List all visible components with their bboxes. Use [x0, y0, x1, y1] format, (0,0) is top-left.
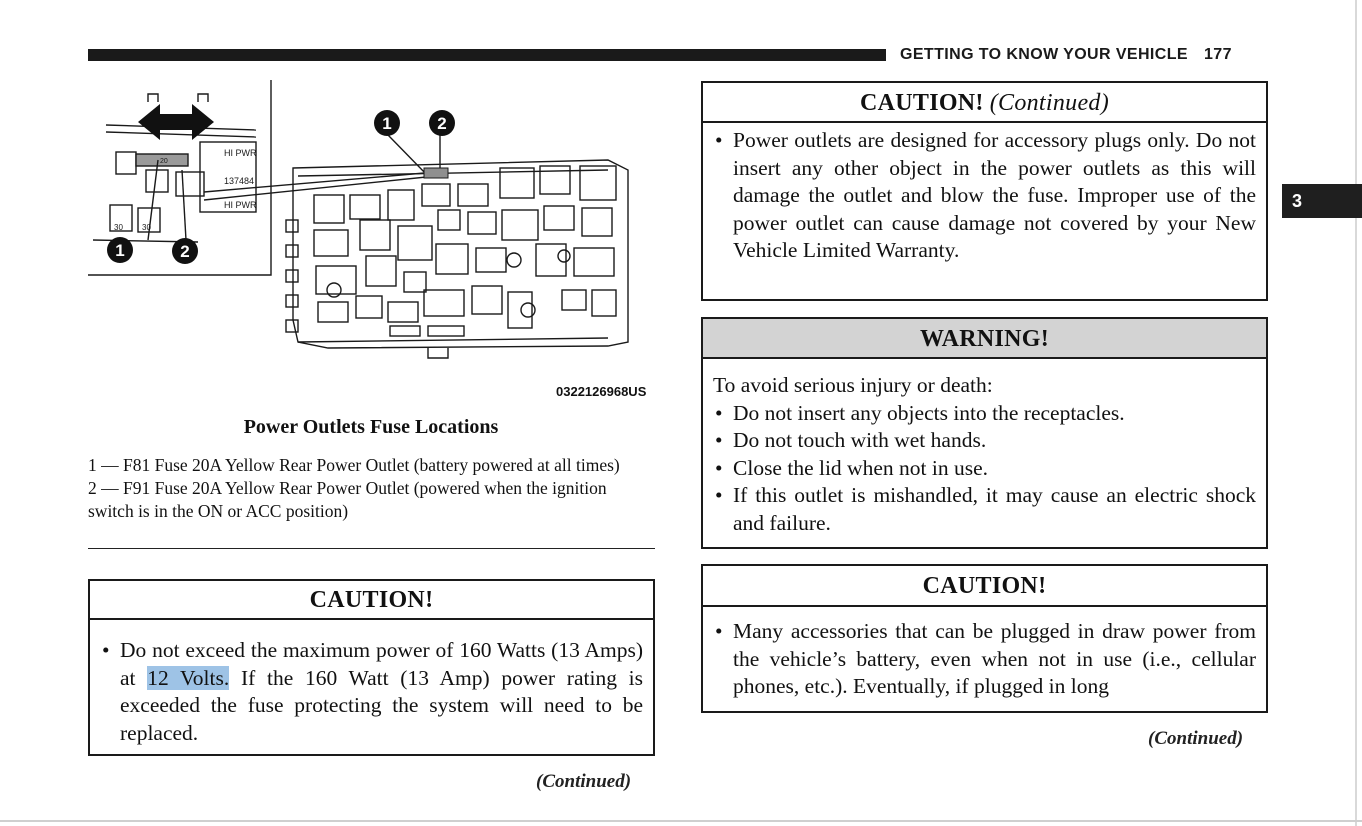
- inset-label-hi-pwr-2: HI PWR: [224, 200, 257, 210]
- caution-box-left: [88, 579, 655, 756]
- header-bar: [88, 49, 886, 61]
- page-bottom-edge: [0, 820, 1362, 822]
- figure-legend: [88, 454, 654, 523]
- inset-label-30b: 30: [142, 223, 151, 232]
- fuse-box-illustration: [88, 80, 656, 410]
- running-header: [900, 46, 1232, 64]
- caution-continued-box: [701, 81, 1268, 301]
- inset-label-20: 20: [160, 158, 168, 165]
- warning-item: • Close the lid when not in use.: [713, 455, 1256, 483]
- warning-item: • If this outlet is mishandled, it may cause an electric shock and failure.: [713, 482, 1256, 537]
- page-edge: [1355, 0, 1357, 826]
- figure-code: 0322126968US: [556, 384, 647, 399]
- legend-item-2: 2 — F91 Fuse 20A Yellow Rear Power Outlet (powered when the ignition switch is in the ON or ACC position): [88, 478, 607, 521]
- continued-left: (Continued): [536, 771, 632, 792]
- caution-heading-right: CAUTION!: [703, 566, 1266, 607]
- caution-continued-heading: [703, 83, 1266, 123]
- warning-heading: WARNING!: [703, 319, 1266, 359]
- chapter-tab[interactable]: 3: [1282, 184, 1362, 218]
- caution-heading-left: CAUTION!: [90, 581, 653, 620]
- caution-list-right: [703, 607, 1266, 701]
- callout-2-inset: 2: [180, 242, 190, 261]
- legend-item-1: 1 — F81 Fuse 20A Yellow Rear Power Outlet (battery powered at all times): [88, 455, 620, 475]
- legend-rule: [88, 548, 655, 549]
- inset-label-number: 137484: [224, 176, 255, 186]
- caution-continued-suffix: (Continued): [989, 90, 1110, 116]
- caution-text-after: If the 160 Watt (13 Amp) power rating is exceeded the fuse protecting the system will need to be replaced.: [120, 665, 643, 745]
- caution-text-before: Do not exceed the maximum power of 160 Watts (13 Amps) at: [120, 638, 643, 690]
- warning-list: [713, 400, 1256, 538]
- header-title: GETTING TO KNOW YOUR VEHICLE: [900, 46, 1188, 63]
- warning-body: [703, 359, 1266, 537]
- caution-item-right: • Many accessories that can be plugged in draw power from the vehicle’s battery, even when not in use (i.e., cellular phones, etc.). Eventually, if plugged in long: [713, 618, 1256, 701]
- callout-1-inset: 1: [115, 241, 125, 260]
- continued-right: (Continued): [1148, 728, 1244, 749]
- inset-label-hi-pwr-1: HI PWR: [224, 148, 257, 158]
- caution-continued-list: [703, 123, 1266, 265]
- fuse-location-figure: [88, 80, 656, 410]
- warning-item: • Do not insert any objects into the receptacles.: [713, 400, 1256, 428]
- caution-continued-title: CAUTION!: [859, 90, 984, 116]
- warning-item: • Do not touch with wet hands.: [713, 427, 1256, 455]
- inset-label-30a: 30: [114, 223, 123, 232]
- caution-list-left: [90, 620, 653, 747]
- highlighted-text[interactable]: 12 Volts.: [147, 665, 230, 690]
- caution-item-left: [100, 637, 643, 747]
- callout-2-main: 2: [437, 114, 447, 133]
- caution-box-right: [701, 564, 1268, 713]
- callout-1-main: 1: [382, 114, 392, 133]
- figure-caption: Power Outlets Fuse Locations: [243, 416, 499, 438]
- warning-intro: To avoid serious injury or death:: [713, 373, 993, 397]
- page-number: 177: [1203, 46, 1232, 63]
- warning-box: [701, 317, 1268, 549]
- caution-continued-item: • Power outlets are designed for accessory plugs only. Do not insert any other object in the power outlets as this will damage the outlet and blow the fuse. Improper use of the power outlet can cause damage not covered by your New Vehicle Limited Warranty.: [713, 127, 1256, 265]
